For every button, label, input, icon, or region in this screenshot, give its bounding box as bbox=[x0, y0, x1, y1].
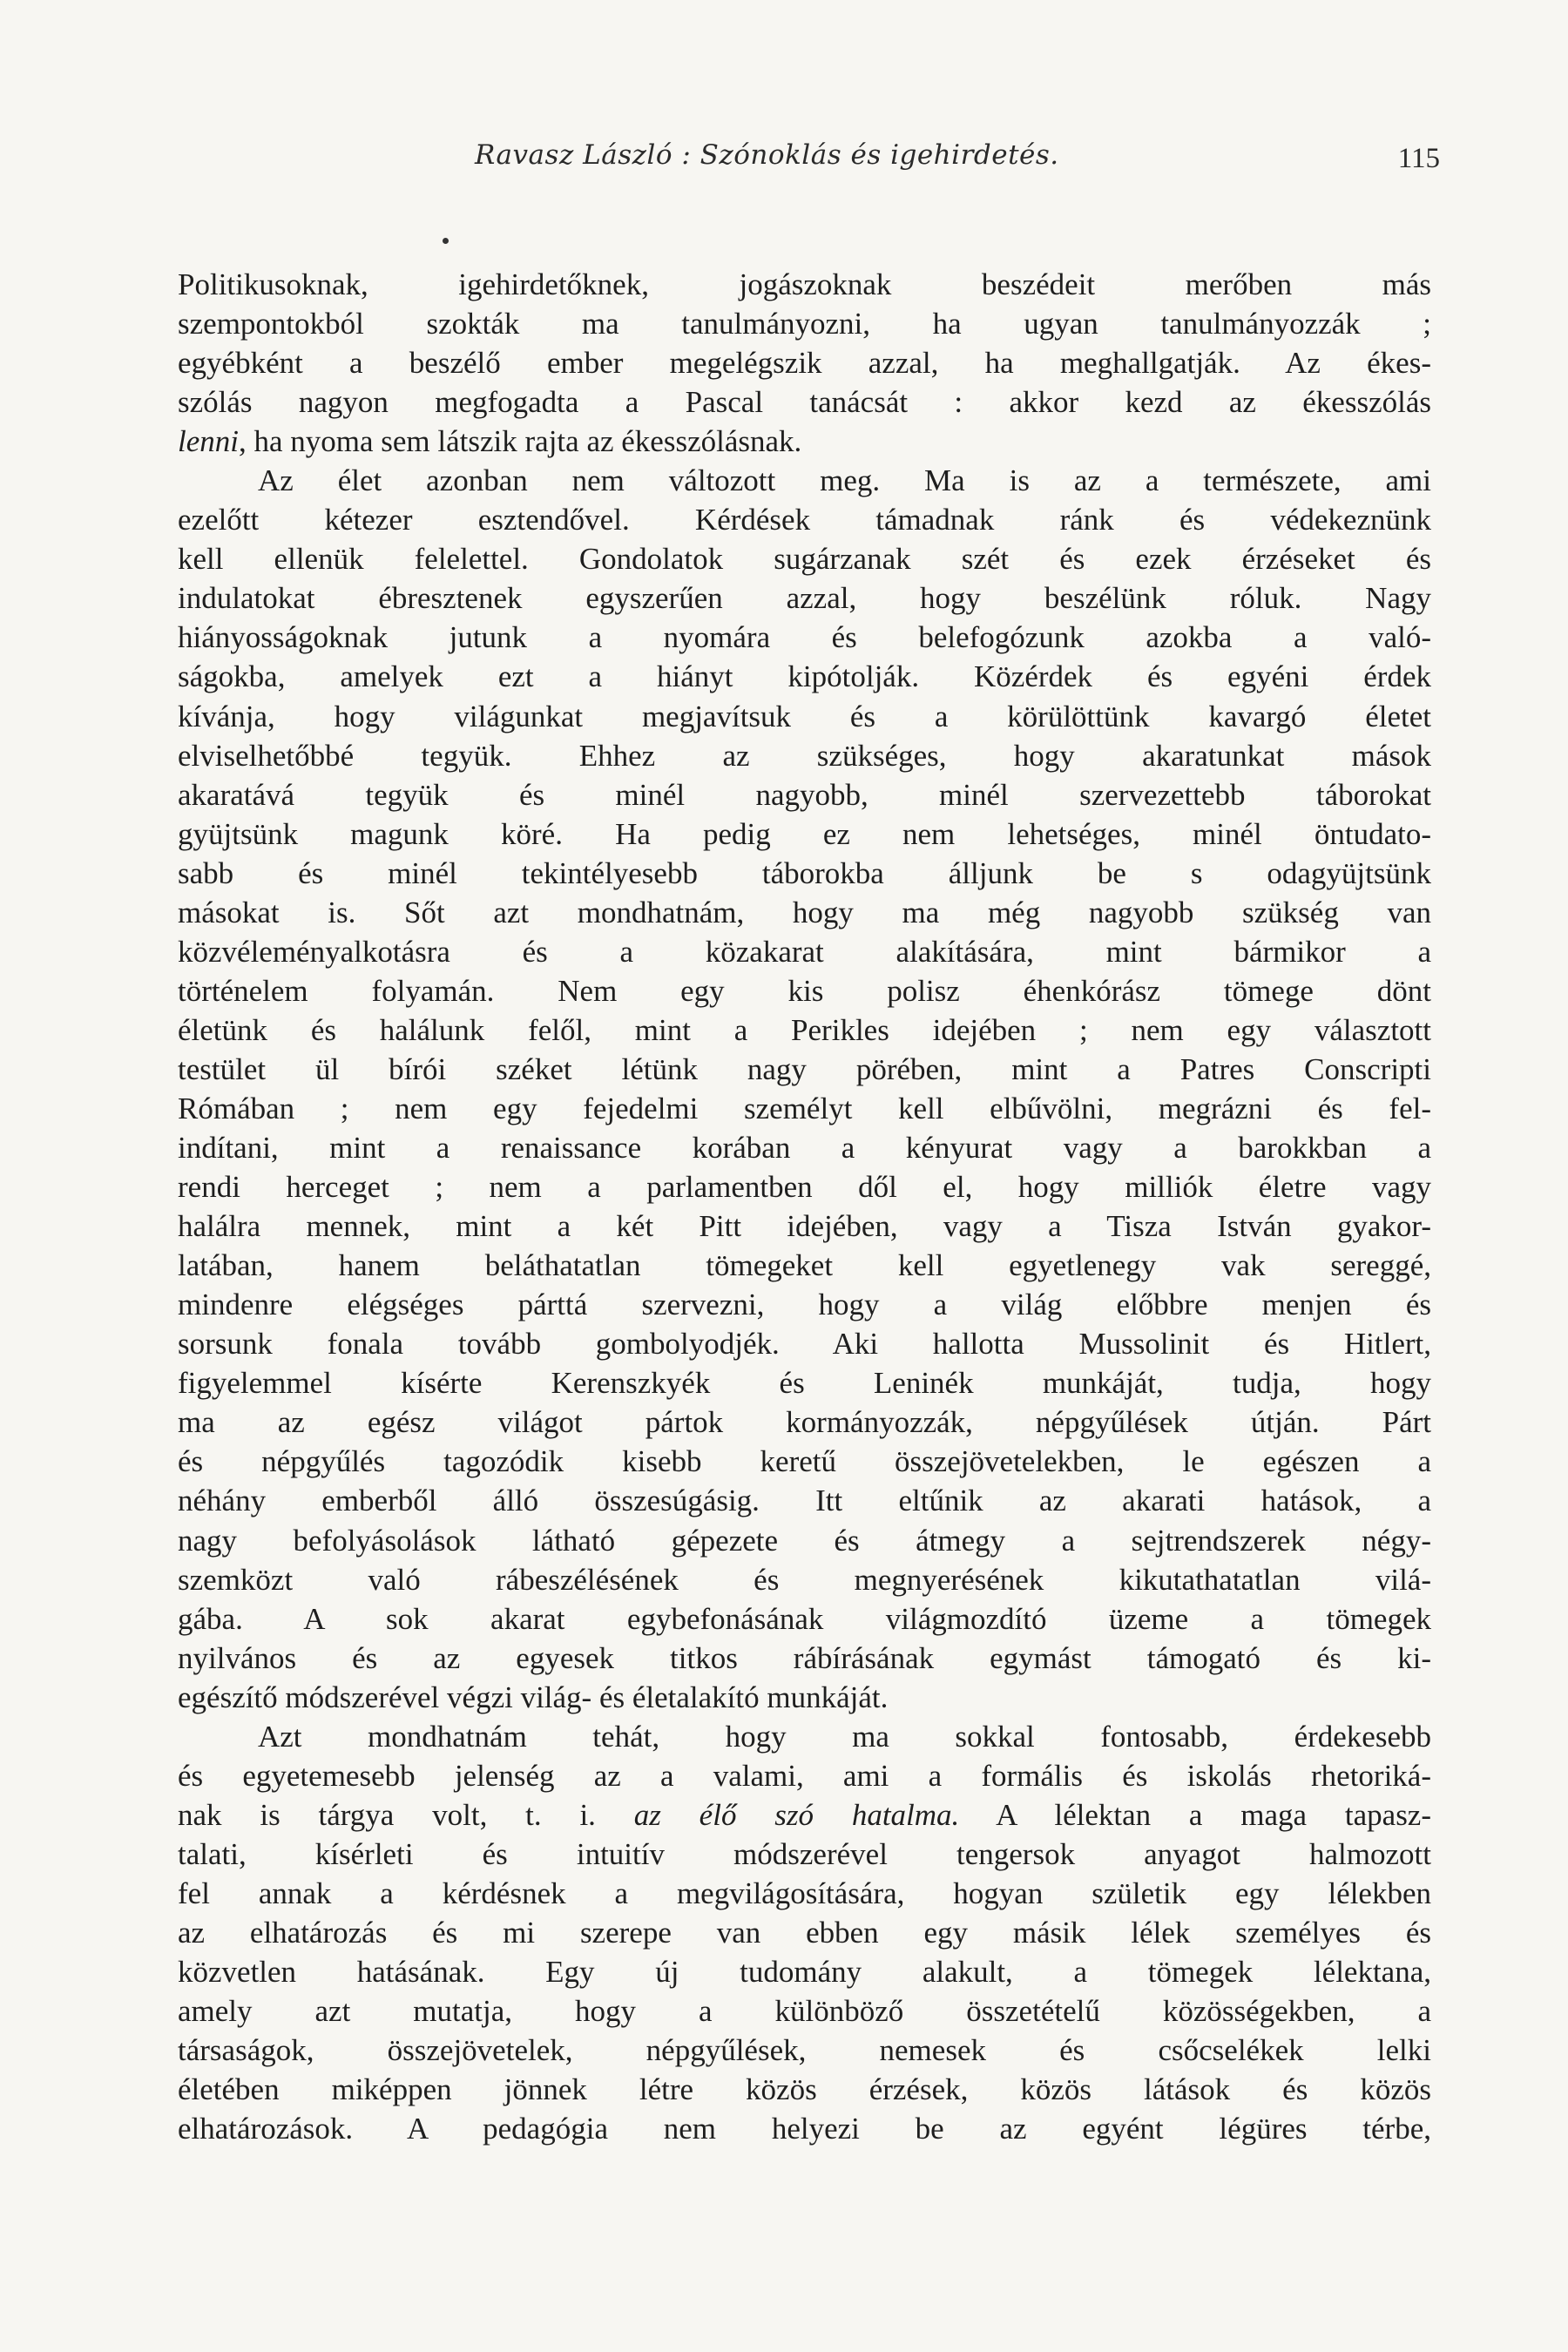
text-line: elviselhetőbbé tegyük. Ehhez az szükséges, hogy akaratunkat mások bbox=[178, 738, 1431, 773]
text-line: életében miképpen jönnek létre közös érzések, közös látások és közös bbox=[178, 2072, 1431, 2107]
text-line: amely azt mutatja, hogy a különböző összetételű közösségekben, a bbox=[178, 1994, 1431, 2029]
text-line: sabb és minél tekintélyesebb táborokba álljunk be s odagyüjtsünk bbox=[178, 855, 1431, 890]
text-line: mindenre elégséges párttá szervezni, hogy a világ előbbre menjen és bbox=[178, 1288, 1431, 1322]
text-line: ma az egész világot pártok kormányozzák, népgyűlések útján. Párt bbox=[178, 1405, 1431, 1440]
text-segment: nak is tárgya volt, t. i. bbox=[178, 1797, 634, 1832]
text-line: hiányosságoknak jutunk a nyomára és belefogózunk azokba a való- bbox=[178, 620, 1431, 655]
italic-text: lenni bbox=[178, 424, 239, 459]
text-line: ságokba, amelyek ezt a hiányt kipótolják. Közérdek és egyéni érdek bbox=[178, 659, 1431, 694]
italic-text: az élő szó hatalma. bbox=[633, 1797, 960, 1832]
text-line: sorsunk fonala tovább gombolyodjék. Aki hallotta Mussolinit és Hitlert, bbox=[178, 1327, 1431, 1362]
text-line: közvetlen hatásának. Egy új tudomány alakult, a tömegek lélektana, bbox=[178, 1955, 1431, 1990]
text-line: rendi herceget ; nem a parlamentben dől el, hogy milliók életre vagy bbox=[178, 1170, 1431, 1205]
text-line: kell ellenük felelettel. Gondolatok sugárzanak szét és ezek érzéseket és bbox=[178, 542, 1431, 577]
text-segment: A lélektan a maga tapasz- bbox=[959, 1797, 1431, 1832]
text-line: fel annak a kérdésnek a megvilágosítására, hogyan születik egy lélekben bbox=[178, 1876, 1431, 1910]
text-line bbox=[178, 422, 1431, 461]
text-line: elhatározások. A pedagógia nem helyezi be az egyént légüres térbe, bbox=[178, 2112, 1431, 2146]
text-line: ezelőtt kétezer esztendővel. Kérdések támadnak ránk és védekeznünk bbox=[178, 503, 1431, 537]
text-line: halálra mennek, mint a két Pitt idejében, vagy a Tisza István gyakor- bbox=[178, 1209, 1431, 1244]
text-line: és egyetemesebb jelenség az a valami, ami a formális és iskolás rhetoriká- bbox=[178, 1758, 1431, 1793]
text-line: néhány emberből álló összesúgásig. Itt eltűnik az akarati hatások, a bbox=[178, 1484, 1431, 1518]
text-line: egészítő módszerével végzi világ- és életalakító munkáját. bbox=[178, 1680, 889, 1714]
text-line: Azt mondhatnám tehát, hogy ma sokkal fontosabb, érdekesebb bbox=[258, 1719, 1431, 1754]
text-line: közvéleményalkotásra és a közakarat alakítására, mint bármikor a bbox=[178, 934, 1431, 969]
text-line: akaratává tegyük és minél nagyobb, minél szervezettebb táborokat bbox=[178, 777, 1431, 812]
text-line: nyilvános és az egyesek titkos rábírásának egymást támogató és ki- bbox=[178, 1640, 1431, 1675]
text-line: talati, kísérleti és intuitív módszerével tengersok anyagot halmozott bbox=[178, 1836, 1431, 1871]
text-segment: , ha nyoma sem látszik rajta az ékesszólásnak. bbox=[238, 424, 802, 459]
page-number: 115 bbox=[1397, 143, 1440, 174]
text-line: Politikusoknak, igehirdetőknek, jogászoknak beszédeit merőben más bbox=[178, 267, 1431, 301]
text-line: indítani, mint a renaissance korában a kényurat vagy a barokkban a bbox=[178, 1131, 1431, 1166]
text-line: életünk és halálunk felől, mint a Perikles idejében ; nem egy választott bbox=[178, 1012, 1431, 1047]
text-line: szempontokból szokták ma tanulmányozni, ha ugyan tanulmányozzák ; bbox=[178, 307, 1431, 341]
text-line: Az élet azonban nem változott meg. Ma is az a természete, ami bbox=[258, 463, 1431, 498]
text-line: másokat is. Sőt azt mondhatnám, hogy ma még nagyobb szükség van bbox=[178, 895, 1431, 929]
text-line bbox=[178, 1795, 1431, 1835]
text-line: Rómában ; nem egy fejedelmi személyt kell elbűvölni, megrázni és fel- bbox=[178, 1091, 1431, 1125]
text-line: gyüjtsünk magunk köré. Ha pedig ez nem lehetséges, minél öntudato- bbox=[178, 816, 1431, 851]
text-line: figyelemmel kísérte Kerenszkyék és Leninék munkáját, tudja, hogy bbox=[178, 1366, 1431, 1401]
text-line: történelem folyamán. Nem egy kis polisz éhenkórász tömege dönt bbox=[178, 973, 1431, 1008]
text-line: szólás nagyon megfogadta a Pascal tanácsát : akkor kezd az ékesszólás bbox=[178, 385, 1431, 420]
text-line: egyébként a beszélő ember megelégszik azzal, ha meghallgatják. Az ékes- bbox=[178, 346, 1431, 381]
body-text bbox=[178, 265, 1431, 2148]
text-line: latában, hanem beláthatatlan tömegeket kell egyetlenegy vak sereggé, bbox=[178, 1248, 1431, 1283]
text-line: kívánja, hogy világunkat megjavítsuk és a körülöttünk kavargó életet bbox=[178, 699, 1431, 733]
text-line: indulatokat ébresztenek egyszerűen azzal, hogy beszélünk róluk. Nagy bbox=[178, 581, 1431, 616]
text-line: és népgyűlés tagozódik kisebb keretű összejövetelekben, le egészen a bbox=[178, 1444, 1431, 1479]
text-line: az elhatározás és mi szerepe van ebben egy másik lélek személyes és bbox=[178, 1915, 1431, 1950]
text-line: társaságok, összejövetelek, népgyűlések, nemesek és csőcselékek lelki bbox=[178, 2033, 1431, 2068]
running-head: Ravasz László : Szónoklás és igehirdetés. bbox=[475, 139, 1059, 171]
text-line: nagy befolyásolások látható gépezete és átmegy a sejtrendszerek négy- bbox=[178, 1523, 1431, 1558]
text-line: gába. A sok akarat egybefonásának világmozdító üzeme a tömegek bbox=[178, 1601, 1431, 1636]
ink-dot bbox=[443, 238, 449, 244]
text-line: szemközt való rábeszélésének és megnyerésének kikutathatatlan vilá- bbox=[178, 1562, 1431, 1597]
text-line: testület ül bírói széket létünk nagy pörében, mint a Patres Conscripti bbox=[178, 1051, 1431, 1086]
